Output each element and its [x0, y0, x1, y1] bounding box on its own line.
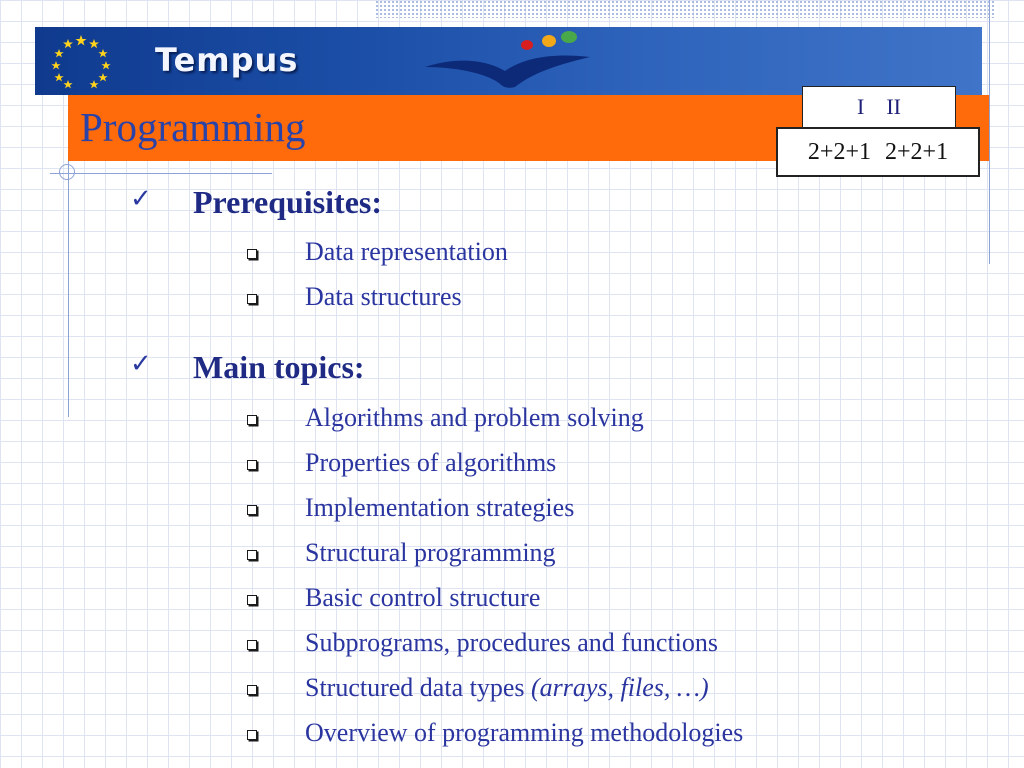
check-icon: ✓: [130, 184, 152, 213]
header-dot-pattern: [375, 0, 995, 18]
check-icon: ✓: [130, 349, 152, 378]
square-bullet-icon: [247, 685, 257, 695]
list-item-label: Basic control structure: [305, 583, 541, 612]
semester-hours: [776, 127, 980, 177]
square-bullet-icon: [247, 640, 257, 650]
eu-stars-icon: [49, 33, 113, 89]
semester-labels: [802, 86, 956, 130]
decor-right-line: [989, 0, 990, 264]
list-item-label: Algorithms and problem solving: [305, 403, 644, 432]
list-item-label: Structural programming: [305, 538, 556, 567]
square-bullet-icon: [247, 505, 257, 515]
square-bullet-icon: [247, 550, 257, 560]
square-bullet-icon: [247, 249, 257, 259]
tempus-logo-text: Tempus: [155, 41, 299, 79]
semester-label-1: I: [857, 94, 865, 119]
list-item-label: Implementation strategies: [305, 493, 575, 522]
decor-horizontal-line: [50, 173, 272, 174]
list-item-label: Data representation: [305, 237, 508, 266]
bird-logo-icon: [415, 27, 615, 95]
decor-vertical-line: [68, 161, 69, 417]
square-bullet-icon: [247, 294, 257, 304]
slide-title: Programming: [80, 104, 306, 150]
list-item-note: (arrays, files, …): [531, 673, 709, 702]
square-bullet-icon: [247, 460, 257, 470]
list-item-label: Subprograms, procedures and functions: [305, 628, 719, 657]
section-heading: Main topics:: [193, 349, 365, 385]
list-item-label: Properties of algorithms: [305, 448, 557, 477]
list-item-text: Structured data types: [305, 673, 525, 702]
square-bullet-icon: [247, 415, 257, 425]
decor-circle: [59, 164, 75, 180]
list-item-label: Data structures: [305, 282, 462, 311]
semester-hours-2: 2+2+1: [885, 139, 949, 165]
list-item-label: Overview of programming methodologies: [305, 718, 744, 747]
square-bullet-icon: [247, 730, 257, 740]
section-heading: Prerequisites:: [193, 184, 382, 220]
tempus-banner: [35, 27, 982, 95]
square-bullet-icon: [247, 595, 257, 605]
list-item-label: [305, 673, 709, 703]
semester-label-2: II: [886, 94, 901, 119]
semester-hours-1: 2+2+1: [807, 139, 871, 165]
